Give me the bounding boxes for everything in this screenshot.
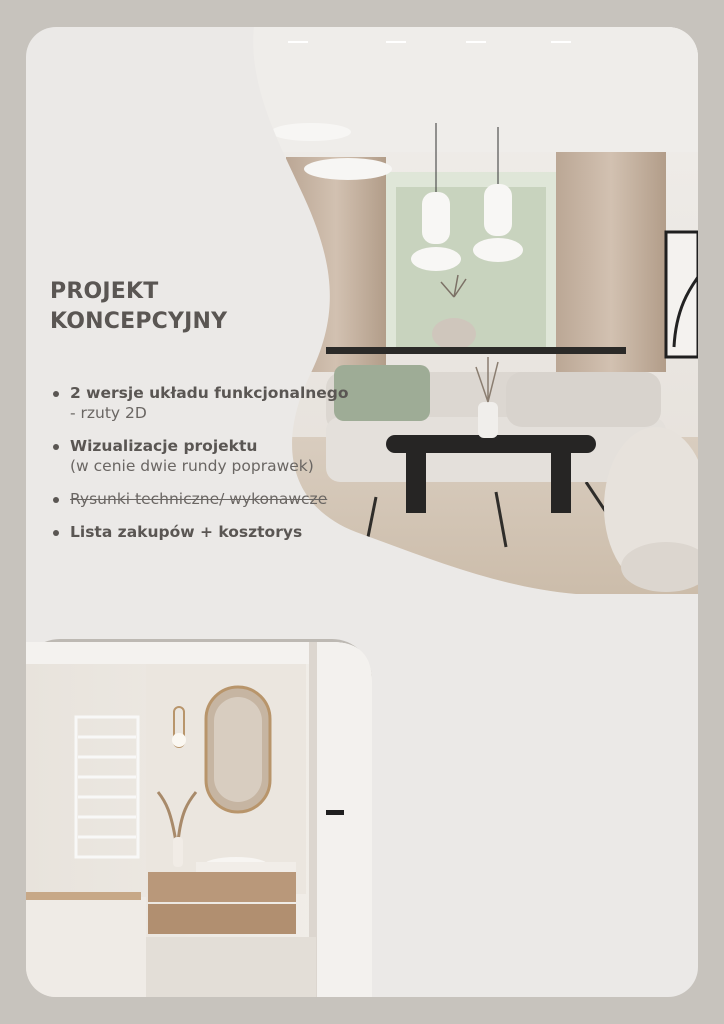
page-title xyxy=(50,277,227,337)
title-line-1: PROJEKT xyxy=(50,279,159,304)
feature-list xyxy=(50,383,350,555)
list-item xyxy=(50,383,350,423)
feature-bold: 2 wersje układu funkcjonalnego xyxy=(70,384,349,402)
feature-rest: (w cenie dwie rundy poprawek) xyxy=(70,457,314,475)
feature-rest: - rzuty 2D xyxy=(70,404,147,422)
feature-bold: Wizualizacje projektu xyxy=(70,437,258,455)
list-item xyxy=(50,522,350,542)
feature-strikethrough: Rysunki techniczne/ wykonawcze xyxy=(70,490,328,508)
bathroom-image xyxy=(26,642,372,997)
list-item xyxy=(50,436,350,476)
brochure-card xyxy=(26,27,698,997)
title-line-2: KONCEPCYJNY xyxy=(50,309,228,334)
feature-bold: Lista zakupów + kosztorys xyxy=(70,523,303,541)
list-item xyxy=(50,489,350,509)
